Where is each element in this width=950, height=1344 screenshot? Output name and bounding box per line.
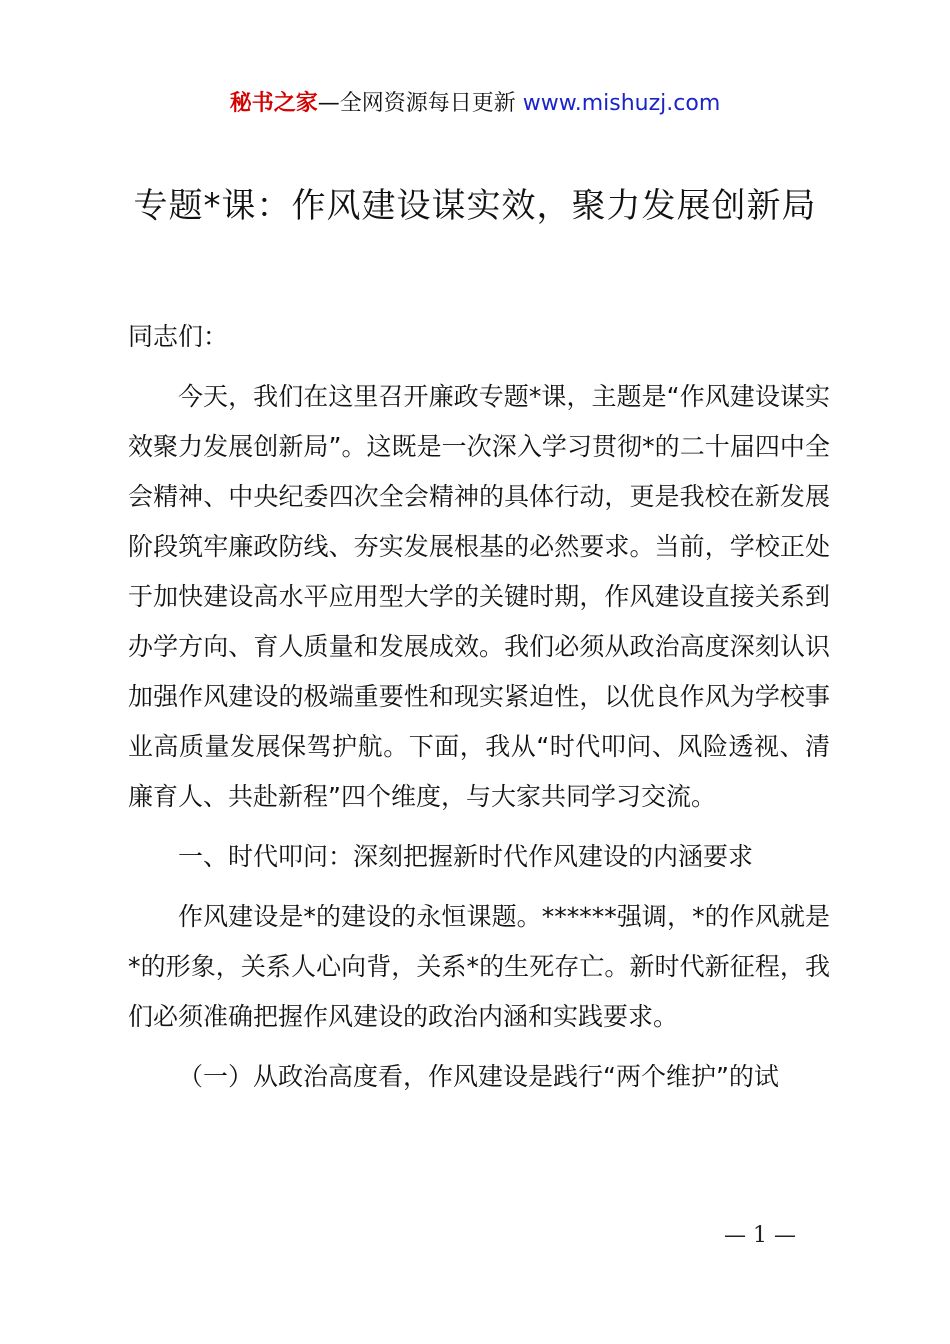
intro-paragraph: 今天，我们在这里召开廉政专题*课，主题是“作风建设谋实效聚力发展创新局”。这既是一次深入学习贯彻*的二十届四中全会精神、中央纪委四次全会精神的具体行动，更是我校在新发展阶段筑牢廉政防线、夯实发展根基的必然要求。当前，学校正处于加快建设高水平应用型大学的关键时期，作风建设直接关系到办学方向、育人质量和发展成效。我们必须从政治高度深刻认识加强作风建设的极端重要性和现实紧迫性，以优良作风为学校事业高质量发展保驾护航。下面，我从“时代叩问、风险透视、清廉育人、共赴新程”四个维度，与大家共同学习交流。 (128, 382, 830, 811)
site-slogan: —全网资源每日更新 (317, 91, 516, 116)
site-url-link[interactable]: www.mishuzj.com (522, 91, 721, 116)
section-paragraph: 作风建设是*的建设的永恒课题。******强调，*的作风就是*的形象，关系人心向背，关系*的生死存亡。新时代新征程，我们必须准确把握作风建设的政治内涵和实践要求。 (128, 902, 830, 1031)
document-body (128, 312, 830, 1102)
site-header (0, 88, 950, 120)
section-heading: 一、时代叩问：深刻把握新时代作风建设的内涵要求 (178, 842, 754, 871)
subsection-heading: （一）从政治高度看，作风建设是践行“两个维护”的试 (178, 1062, 779, 1091)
document-title: 专题*课：作风建设谋实效，聚力发展创新局 (133, 186, 817, 226)
greeting: 同志们： (128, 322, 229, 351)
site-brand: 秘书之家 (229, 91, 318, 116)
page-number: — 1 — (724, 1223, 796, 1248)
